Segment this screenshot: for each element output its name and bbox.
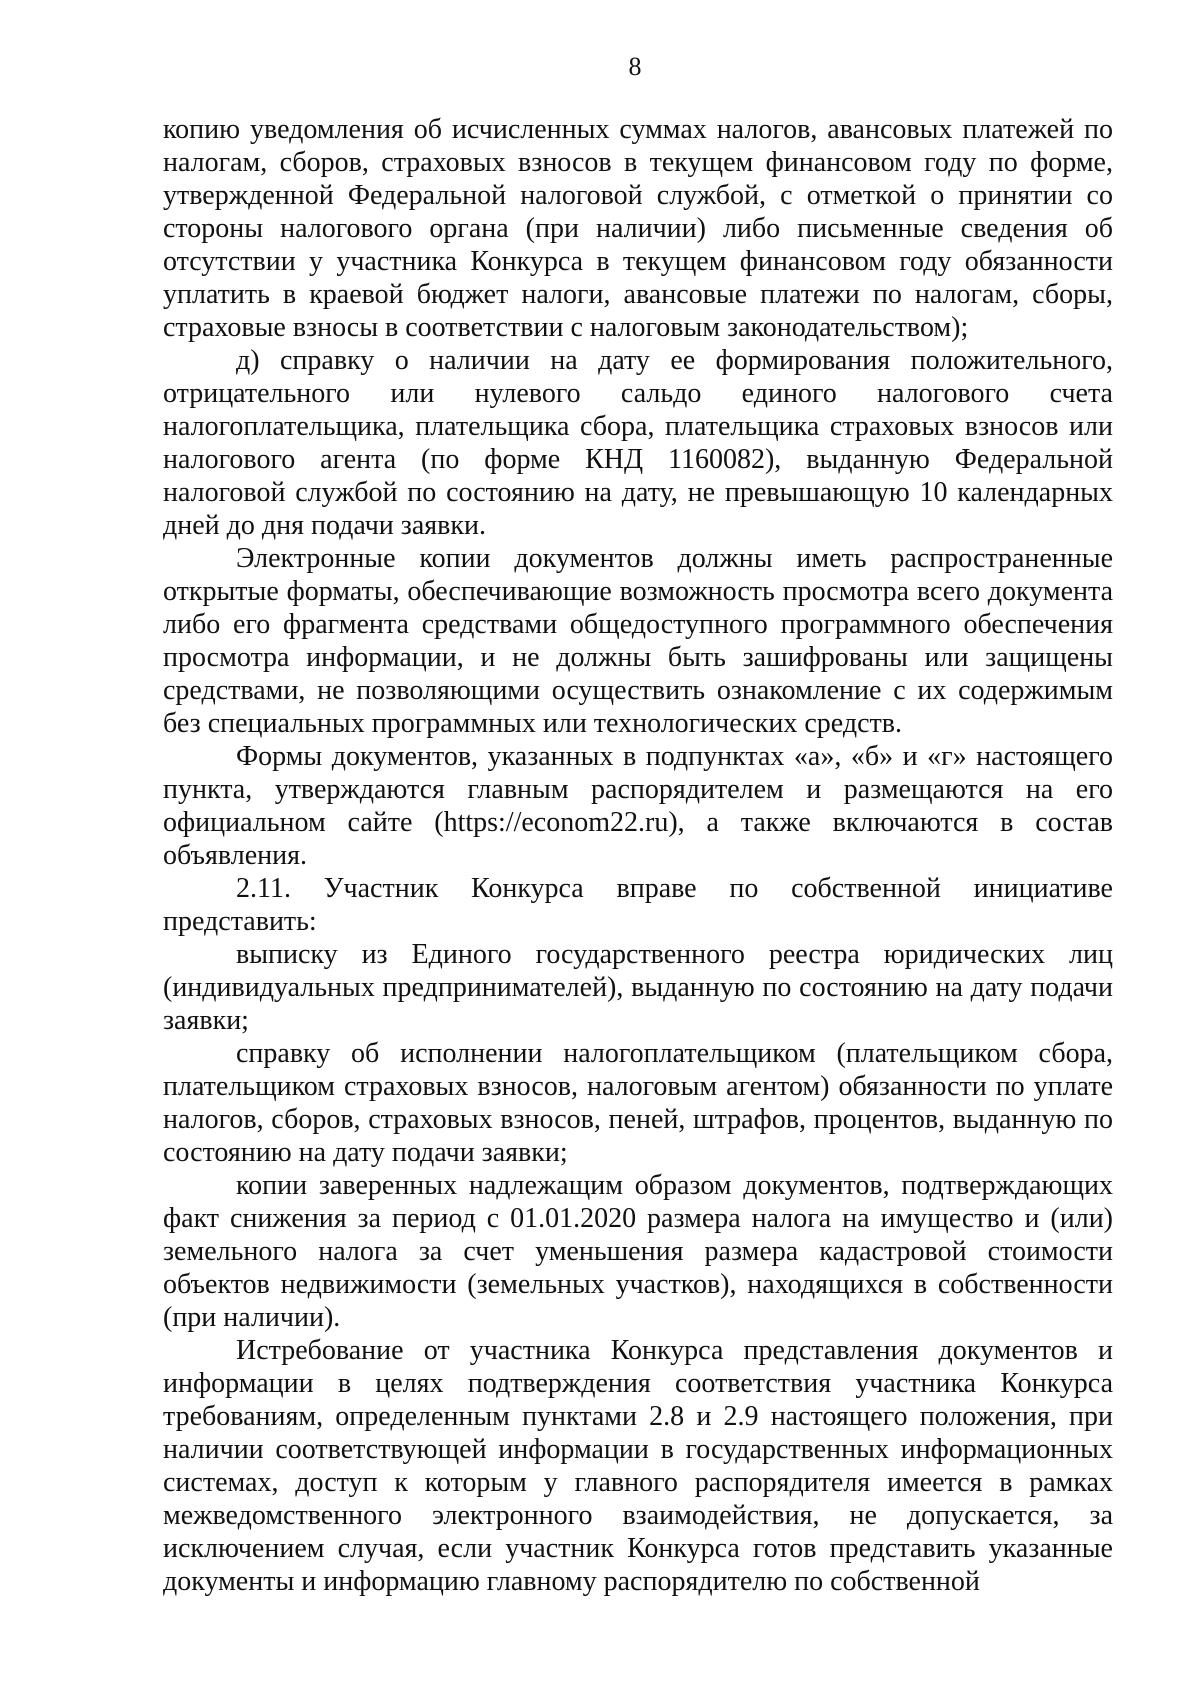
paragraph-item-d: д) справку о наличии на дату ее формирования положительного, отрицательного или нулевого сальдо единого налогового счета налогоплательщика, плательщика сбора, плательщика страховых взносов или налогового агента (по форме КНД 1160082), выданную Федеральной налоговой службой по состоянию на дату, не превышающую 10 календарных дней до дня подачи заявки.	[163, 345, 1113, 541]
paragraph-document-forms: Формы документов, указанных в подпунктах «а», «б» и «г» настоящего пункта, утверждаются главным распорядителем и размещаются на его официальном сайте (https://econom22.ru), а также включаются в состав объявления.	[163, 741, 1113, 871]
paragraph-tax-notice-copy: копию уведомления об исчисленных суммах налогов, авансовых платежей по налогам, сборов, страховых взносов в текущем финансовом году по форме, утвержденной Федеральной налоговой службой, с отметкой о принятии со стороны налогового органа (при наличии) либо письменные сведения об отсутствии у участника Конкурса в текущем финансовом году обязанности уплатить в краевой бюджет налоги, авансовые платежи по налогам, сборы, страховые взносы в соответствии с налоговым законодательством);	[163, 114, 1113, 343]
paragraph-2-11: 2.11. Участник Конкурса вправе по собственной инициативе представить:	[163, 873, 1113, 937]
paragraph-registry-extract: выписку из Единого государственного реестра юридических лиц (индивидуальных предпринимателей), выданную по состоянию на дату подачи заявки;	[163, 939, 1113, 1036]
paragraph-request-restriction: Истребование от участника Конкурса представления документов и информации в целях подтверждения соответствия участника Конкурса требованиям, определенным пунктами 2.8 и 2.9 настоящего положения, при наличии соответствующей информации в государственных информационных системах, доступ к которым у главного распорядителя имеется в рамках межведомственного электронного взаимодействия, не допускается, за исключением случая, если участник Конкурса готов представить указанные документы и информацию главному распорядителю по собственной	[163, 1335, 1113, 1597]
paragraph-electronic-copies: Электронные копии документов должны иметь распространенные открытые форматы, обеспечивающие возможность просмотра всего документа либо его фрагмента средствами общедоступного программного обеспечения просмотра информации, и не должны быть зашифрованы или защищены средствами, не позволяющими осуществить ознакомление с их содержимым без специальных программных или технологических средств.	[163, 543, 1113, 739]
paragraph-certified-copies: копии заверенных надлежащим образом документов, подтверждающих факт снижения за период с 01.01.2020 размера налога на имущество и (или) земельного налога за счет уменьшения размера кадастровой стоимости объектов недвижимости (земельных участков), находящихся в собственности (при наличии).	[163, 1170, 1113, 1333]
document-body	[163, 113, 1113, 1598]
page-number: 8	[628, 52, 642, 81]
paragraph-tax-certificate: справку об исполнении налогоплательщиком (плательщиком сбора, плательщиком страховых взносов, налоговым агентом) обязанности по уплате налогов, сборов, страховых взносов, пеней, штрафов, процентов, выданную по состоянию на дату подачи заявки;	[163, 1038, 1113, 1168]
